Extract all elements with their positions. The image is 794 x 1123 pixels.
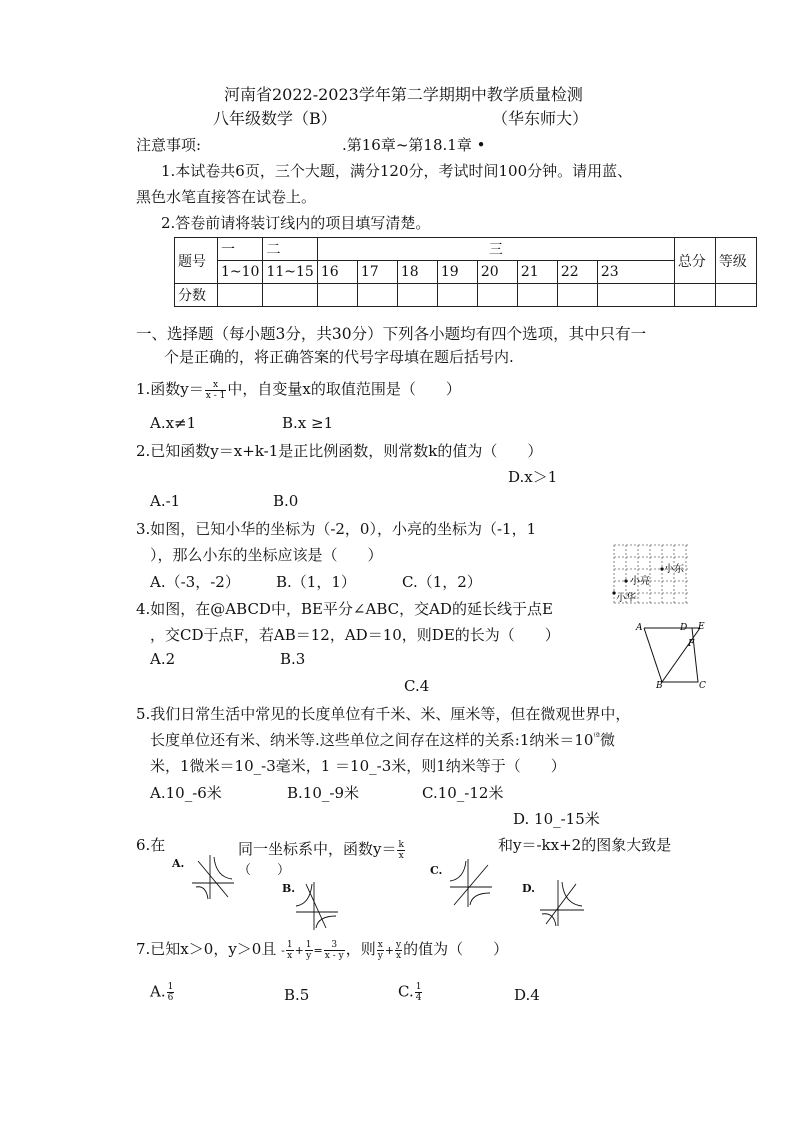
q1-option-a: A.x≠1 (150, 414, 197, 432)
q7-a-fraction (167, 982, 175, 1003)
q7-a-num: 1 (167, 982, 174, 992)
table-header-cell: 题号 (175, 238, 218, 284)
question-5-line-1: 5.我们日常生活中常见的长度单位有千米、米、厘米等，但在微观世界中， (136, 705, 631, 723)
score-input-cell[interactable] (218, 284, 263, 307)
table-header-cell: 一 (218, 238, 263, 261)
q6-option-a-label: A. (172, 857, 185, 870)
score-input-cell[interactable] (674, 284, 715, 307)
q7-c-fraction (415, 982, 423, 1003)
q7-option-b: B.5 (284, 986, 310, 1004)
q7-end: 的值为（ ） (403, 940, 509, 958)
note-2: 2.答卷前请将装订线内的项目填写清楚。 (161, 214, 431, 232)
q3-option-a: A.（-3，-2） (150, 573, 240, 591)
q7-c-num: 1 (415, 982, 422, 992)
q4-label-a: A (636, 623, 643, 633)
question-7: 7.已知x＞0，y＞0且 - $\frac{1}{x}$ + $\frac{1}{y}$ = $\frac{3}{x - y}$ ，则 $\frac{x}{y}$ + $\frac{y}{x}$ 的值为（ ） (136, 939, 509, 961)
q7-f3-num: 3 (324, 940, 345, 951)
q7-f3-den: x - y (324, 950, 344, 961)
q7-f5-num: y (396, 939, 402, 950)
score-input-cell[interactable] (397, 284, 437, 307)
q2-option-b: B.0 (273, 492, 299, 510)
q6-fraction (397, 840, 404, 861)
table-sub-cell: 23 (597, 261, 674, 284)
question-5-line-3: 米，1微米＝10_-3毫米，1 ＝10_-3米，则1纳米等于（ ） (150, 757, 566, 775)
q7-f1-num: 1 (286, 939, 293, 950)
table-sub-cell: 19 (437, 261, 477, 284)
score-input-cell[interactable] (437, 284, 477, 307)
q7-option-a (150, 982, 175, 1003)
q7-f5-den: x (396, 950, 402, 961)
publisher: （华东师大） (492, 109, 589, 128)
q6-post: 和y＝-kx+2的图象大致是 (498, 836, 672, 854)
q1-fraction (205, 380, 227, 401)
exam-subtitle: 八年级数学（B） (213, 109, 337, 128)
q4-label-e: E (698, 622, 705, 632)
question-4-line-2: ，交CD于点F，若AB＝12，AD＝10，则DE的长为（ ） (150, 626, 560, 644)
q4-label-b: B (656, 681, 663, 690)
q4-option-a: A.2 (150, 650, 176, 668)
q4-label-c: C (699, 681, 706, 690)
q1-frac-den: x - 1 (205, 390, 226, 401)
q7-fraction-4 (377, 940, 384, 961)
question-5-line-2 (150, 729, 615, 750)
table-sub-cell: 18 (397, 261, 437, 284)
q7-fraction-5 (395, 940, 402, 961)
q4-label-d: D (680, 623, 688, 633)
question-3-line-1: 3.如图，已知小华的坐标为（-2，0），小亮的坐标为（-1，1 (136, 520, 537, 538)
q7-f2-den: y (306, 950, 312, 961)
q4-option-c: C.4 (404, 677, 430, 695)
q4-option-b: B.3 (280, 650, 306, 668)
q6-answer-paren: （ ） (238, 863, 291, 878)
score-input-cell[interactable] (715, 284, 756, 307)
table-sub-cell: 21 (517, 261, 557, 284)
score-input-cell[interactable] (263, 284, 317, 307)
q1-post: 中，自变量x的取值范围是（ ） (227, 380, 461, 398)
table-sub-cell: 20 (477, 261, 517, 284)
q1-pre: 1.函数y＝ (136, 380, 204, 398)
q6-pre: 6.在 (136, 836, 166, 854)
score-input-cell[interactable] (477, 284, 517, 307)
q2-option-d: D.x＞1 (508, 468, 558, 486)
note-1-line-2: 黑色水笔直接答在试卷上。 (136, 188, 317, 206)
q7-option-d: D.4 (514, 986, 540, 1004)
exam-title: 河南省2022-2023学年第二学期期中教学质量检测 (224, 85, 583, 104)
q7-fraction-1 (286, 940, 294, 961)
q6-option-c-label: C. (430, 864, 443, 877)
q1-frac-num: x (205, 380, 227, 391)
q6-middle (238, 838, 406, 861)
q6-frac-num: k (398, 839, 404, 850)
q5-line-2-end: 微 (599, 731, 615, 749)
note-1-line-1: 1.本试卷共6页，三个大题，满分120分，考试时间100分钟。请用蓝、 (161, 162, 633, 180)
q6-option-c-graph (446, 857, 494, 909)
q6-option-b-label: B. (282, 882, 296, 895)
q7-f4-num: x (377, 939, 383, 950)
q3-label-xiaohua: 小华 (616, 593, 636, 604)
score-input-cell[interactable] (357, 284, 397, 307)
q3-option-c: C.（1，2） (402, 573, 482, 591)
section-1-line-1: 一、选择题（每小题3分，共30分）下列各小题均有四个选项，其中只有一 (136, 325, 647, 343)
table-header-cell: 三 (317, 238, 674, 261)
q3-option-b: B.（1，1） (276, 573, 356, 591)
table-header-cell: 总分 (674, 238, 715, 284)
q7-c-prefix: C. (398, 982, 414, 1001)
q7-f1-den: x (287, 950, 293, 961)
notes-label: 注意事项: (136, 136, 202, 154)
question-4-line-1: 4.如图，在@ABCD中，BE平分∠ABC，交AD的延长线于点E (136, 600, 553, 618)
score-input-cell[interactable] (597, 284, 674, 307)
q6-option-a-graph (188, 853, 236, 901)
q5-option-a: A.10_-6米 (150, 784, 222, 802)
scope: .第16章~第18.1章 • (342, 136, 486, 154)
q4-label-f: F (688, 639, 695, 649)
q2-option-a: A.-1 (150, 492, 181, 510)
table-sub-cell: 11~15 (263, 261, 317, 284)
q7-option-c (398, 982, 423, 1003)
score-row-label: 分数 (175, 284, 218, 307)
q5-superscript: ⁽ª (593, 732, 600, 742)
table-sub-cell: 1~10 (218, 261, 263, 284)
table-sub-cell: 22 (557, 261, 597, 284)
score-input-cell[interactable] (517, 284, 557, 307)
q7-fraction-2 (305, 940, 313, 961)
q1-option-b: B.x ≥1 (282, 414, 334, 432)
q5-option-c: C.10_-12米 (422, 784, 504, 802)
q6-frac-den: x (398, 850, 404, 861)
q6-option-b-graph (292, 880, 340, 932)
table-sub-cell: 16 (317, 261, 357, 284)
score-table (174, 237, 757, 307)
q7-a-prefix: A. (150, 982, 166, 1001)
score-input-cell[interactable] (557, 284, 597, 307)
table-sub-cell: 17 (357, 261, 397, 284)
q7-f2-num: 1 (305, 939, 312, 950)
table-header-cell: 二 (263, 238, 317, 261)
q6-option-d-graph (536, 878, 586, 928)
score-input-cell[interactable] (317, 284, 357, 307)
section-1-line-2: 个是正确的，将正确答案的代号字母填在题后括号内. (164, 348, 514, 366)
q4-parallelogram-figure (632, 618, 706, 690)
q3-grid-figure (612, 543, 692, 605)
question-1 (136, 378, 461, 401)
q6-option-d-label: D. (522, 882, 535, 895)
question-2: 2.已知函数y＝x+k-1是正比例函数，则常数k的值为（ ） (136, 442, 543, 460)
q7-c-den: 4 (415, 993, 422, 1003)
table-header-cell: 等级 (715, 238, 756, 284)
q7-f4-den: y (377, 950, 383, 961)
question-3-line-2: ），那么小东的坐标应该是（ ） (150, 546, 383, 564)
q3-label-xiaodong: 小东 (664, 564, 684, 575)
q7-a-den: 6 (167, 993, 174, 1003)
q3-label-xiaoliang: 小亮 (630, 576, 650, 587)
q7-fraction-3 (324, 940, 345, 961)
q7-post: ，则 (345, 940, 376, 958)
q6-mid-text: 同一坐标系中，函数y＝ (238, 840, 397, 858)
q5-option-b: B.10_-9米 (287, 784, 359, 802)
q5-option-d: D. 10_-15米 (513, 810, 600, 828)
q7-pre: 7.已知x＞0，y＞0且 (136, 940, 277, 958)
q5-line-2-text: 长度单位还有米、纳米等.这些单位之间存在这样的关系:1纳米＝10 (150, 731, 594, 749)
